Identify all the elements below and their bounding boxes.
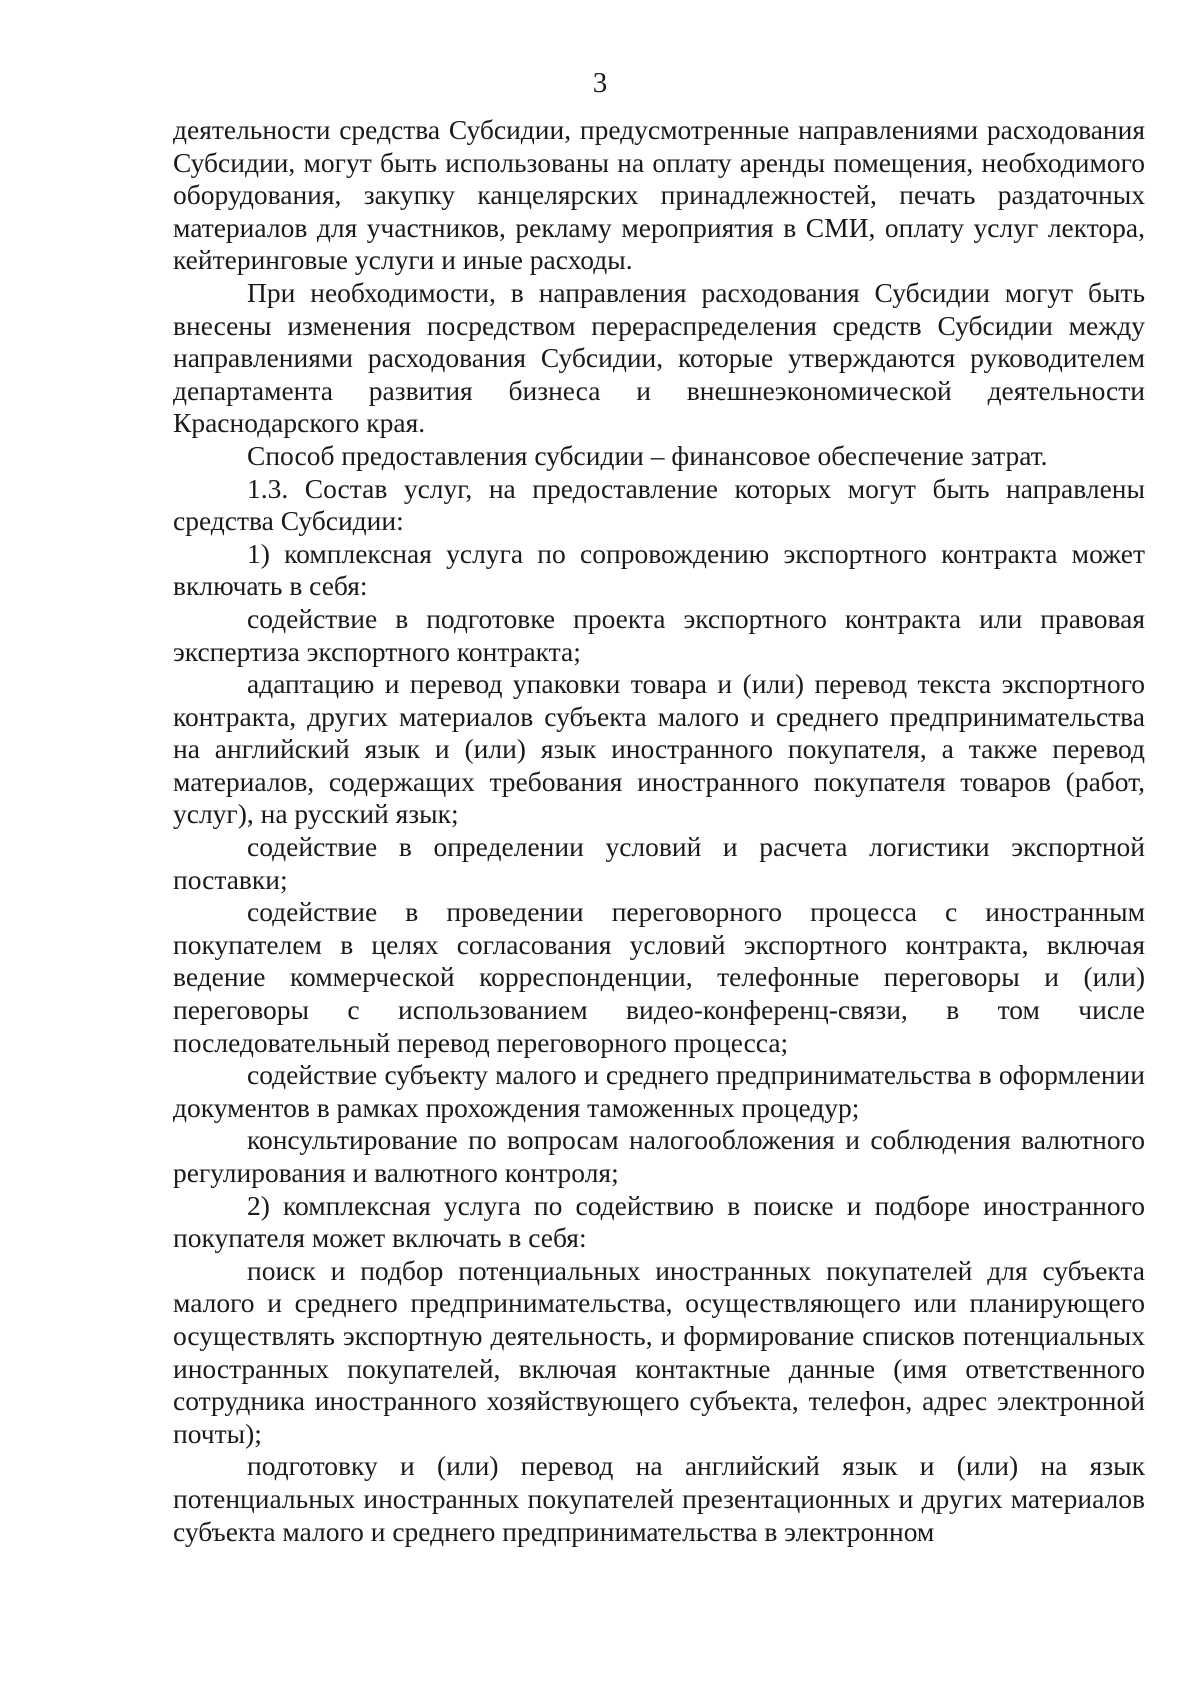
paragraph: При необходимости, в направления расходования Субсидии могут быть внесены изменения посредством перераспределения средств Субсидии между направлениями расходования Субсидии, которые утверждаются руководителем департамента развития бизнеса и внешнеэкономической деятельности Краснодарского края. — [173, 276, 1145, 439]
paragraph: подготовку и (или) перевод на английский язык и (или) на язык потенциальных иностранных покупателей презентационных и других материалов субъекта малого и среднего предпринимательства в электронном — [173, 1450, 1145, 1547]
paragraph: содействие в подготовке проекта экспортного контракта или правовая экспертиза экспортного контракта; — [173, 602, 1145, 667]
paragraph: содействие субъекту малого и среднего предпринимательства в оформлении документов в рамках прохождения таможенных процедур; — [173, 1059, 1145, 1123]
paragraph: деятельности средства Субсидии, предусмотренные направлениями расходования Субсидии, могут быть использованы на оплату аренды помещения, необходимого оборудования, закупку канцелярских принадлежностей, печать раздаточных материалов для участников, рекламу мероприятия в СМИ, оплату услуг лектора, кейтеринговые услуги и иные расходы. — [173, 114, 1145, 276]
paragraph: 2) комплексная услуга по содействию в поиске и подборе иностранного покупателя может включать в себя: — [173, 1189, 1145, 1254]
paragraph: 1) комплексная услуга по сопровождению экспортного контракта может включать в себя: — [173, 537, 1145, 602]
paragraph: 1.3. Состав услуг, на предоставление которых могут быть направлены средства Субсидии: — [173, 472, 1145, 537]
paragraph: поиск и подбор потенциальных иностранных покупателей для субъекта малого и среднего предпринимательства, осуществляющего или планирующего осуществлять экспортную деятельность, и формирование списков потенциальных иностранных покупателей, включая контактные данные (имя ответственного сотрудника иностранного хозяйствующего субъекта, телефон, адрес электронной почты); — [173, 1254, 1145, 1449]
paragraph: консультирование по вопросам налогообложения и соблюдения валютного регулирования и валютного контроля; — [173, 1124, 1145, 1188]
paragraph: содействие в определении условий и расчета логистики экспортной поставки; — [173, 831, 1145, 895]
document-body — [173, 114, 1145, 1548]
paragraph: адаптацию и перевод упаковки товара и (или) перевод текста экспортного контракта, других материалов субъекта малого и среднего предпринимательства на английский язык и (или) язык иностранного покупателя, а также перевод материалов, содержащих требования иностранного покупателя товаров (работ, услуг), на русский язык; — [173, 668, 1145, 830]
paragraph: Способ предоставления субсидии – финансовое обеспечение затрат. — [247, 439, 1048, 471]
page-number: 3 — [592, 67, 608, 99]
paragraph: содействие в проведении переговорного процесса с иностранным покупателем в целях согласования условий экспортного контракта, включая ведение коммерческой корреспонденции, телефонные переговоры и (или) переговоры с использованием видео-конференц-связи, в том числе последовательный перевод переговорного процесса; — [173, 896, 1145, 1058]
